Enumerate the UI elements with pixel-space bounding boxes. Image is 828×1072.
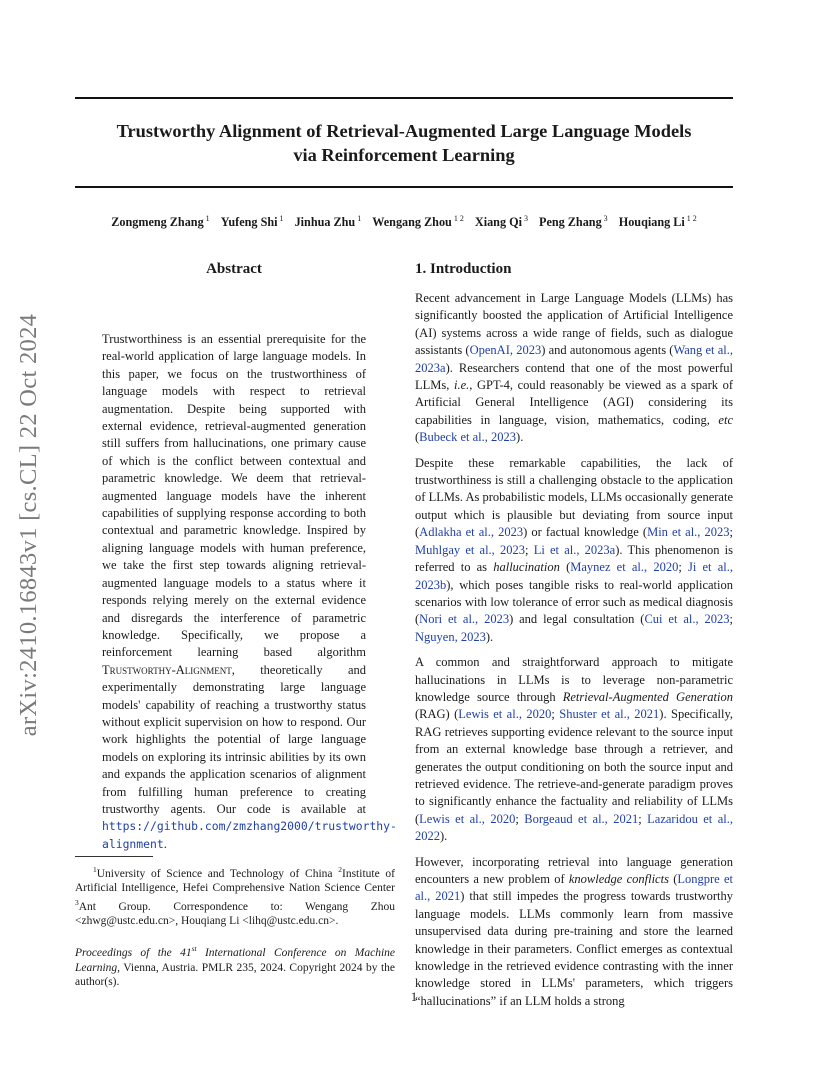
citation-link[interactable]: Li et al., 2023a	[533, 542, 616, 557]
text-run: ;	[638, 811, 648, 826]
text-run: , Vienna, Austria. PMLR 235, 2024. Copyright 2024 by the author(s).	[75, 961, 395, 988]
text-run: ). Specifically, RAG retrieves supporting evidence relevant to the source input from an external knowledge base through a retriever, and generates the output conditioning on both the source input and retrieved evidence. The retrieve-and-generate paradigm proves to significantly enhance the factuality and reliability of LLMs (	[415, 707, 734, 826]
abstract-text: .	[163, 836, 167, 851]
right-column	[415, 258, 733, 1018]
citation-link[interactable]: Bubeck et al., 2023	[419, 430, 517, 445]
text-run: ;	[729, 612, 733, 627]
author-name: Zongmeng Zhang	[111, 215, 204, 230]
text-run: ).	[485, 629, 494, 644]
text-run: ) or factual knowledge (	[523, 525, 648, 540]
author-name: Wengang Zhou	[372, 215, 452, 230]
proceedings-footnote	[75, 942, 395, 989]
citation-link[interactable]: Nori et al., 2023	[419, 612, 510, 627]
text-run: GPT-4, could reasonably be viewed as a spark of Artificial General Intelligence (AGI) considering its capabilities in language, vision, mathematics, coding,	[415, 378, 734, 427]
text-run: ) that still impedes the progress towards trustworthy language models. LLMs commonly learn from massive unsupervised data during pre-training and store the learned knowledge in their parameters. Conflict emerges as contextual knowledge in the retrieved evidence contrasting with the inner knowledge stored in LLMs' parameters, which triggers “hallucinations” if an LLM holds a strong	[415, 889, 733, 1008]
text-run: ;	[551, 707, 560, 722]
text-run: ;	[678, 560, 688, 575]
arxiv-identifier-text: arXiv:2410.16843v1 [cs.CL] 22 Oct 2024	[15, 313, 42, 737]
text-run: ).	[440, 829, 448, 844]
text-run: (	[415, 430, 420, 445]
author	[619, 215, 697, 229]
citation-link[interactable]: Adlakha et al., 2023	[419, 525, 524, 540]
text-run: Institute of Artificial Intelligence, Hefei Comprehensive Nation Science Center	[75, 867, 395, 895]
author	[372, 215, 464, 229]
footnotes	[75, 856, 395, 989]
author	[111, 215, 209, 229]
author	[475, 215, 528, 229]
title-rule-bottom	[75, 186, 733, 188]
title-line-1: Trustworthy Alignment of Retrieval-Augmented Large Language Models	[116, 121, 692, 141]
text-run: Recent advancement in Large Language Models (LLMs) has significantly boosted the application of Artificial Intelligence (AI) systems across a wide range of fields, such as dialogue assistants (	[415, 291, 733, 358]
text-run: International Conference on Machine Learning	[75, 947, 395, 974]
citation-link[interactable]: Lazaridou et al., 2022	[415, 811, 733, 844]
page-number: 1	[410, 990, 418, 1004]
text-run: 41	[180, 947, 192, 960]
citation-link[interactable]: Nguyen, 2023	[415, 629, 486, 644]
abstract-text: , theoretically and experimentally demonstrating large language models' capability of reaching a trustworthy status without explicit supervision on how to respond. Our work highlights the potential of large language models on exploring its intrinsic abilities by its own and expands the application scenarios of alignment from fulfilling human preference to creating trustworthy agents. Our code is available at	[102, 662, 366, 816]
author-name: Houqiang Li	[618, 215, 685, 230]
author	[221, 215, 284, 229]
author-affiliation: 1	[357, 214, 362, 223]
author-affiliation: 3	[523, 214, 528, 223]
introduction-body	[415, 290, 733, 1010]
abstract-heading: Abstract	[206, 261, 262, 277]
text-run: (	[668, 872, 678, 886]
author-name: Peng Zhang	[539, 215, 602, 230]
text-run: ;	[515, 811, 525, 826]
abstract-text: Trustworthiness is an essential prerequisite for the real-world application of large language models. In this paper, we focus on the trustworthiness of language models with respect to retrieval augmentation. Despite being supported with external evidence, retrieval-augmented generation still suffers from hallucinations, one primary cause of which is the conflict between contextual and parametric knowledge. We deem that retrieval-augmented language models have the inherent capabilities of supplying response according to both contextual and parametric knowledge. Inspired by aligning language models with human preference, we take the first step towards aligning retrieval-augmented language models to a status where it responds relying merely on the external evidence and disregards the interference of parametric knowledge. Specifically, we propose a reinforcement learning based algorithm	[102, 332, 366, 660]
citation-link[interactable]: Ji et al., 2023b	[415, 560, 733, 592]
citation-link[interactable]: OpenAI, 2023	[469, 343, 542, 358]
text-run: Proceedings of the	[75, 947, 181, 960]
text-run: hallucination	[493, 560, 560, 575]
citation-link[interactable]: Lewis et al., 2020	[458, 707, 552, 722]
text-run: Retrieval-Augmented Generation	[562, 689, 733, 704]
text-run: ). Researchers contend that one of the most powerful LLMs,	[415, 360, 733, 393]
text-run: ) and autonomous agents (	[541, 343, 674, 358]
author	[295, 215, 362, 229]
footnote-rule	[75, 856, 153, 857]
text-run: ). This phenomenon is referred to as	[415, 542, 733, 575]
author-affiliation: 1	[205, 214, 210, 223]
text-run: Ant Group. Correspondence to: Wengang Zhou <zhwg@ustc.edu.cn>, Houqiang Li <lihq@ustc.edu.cn>.	[75, 900, 395, 927]
text-run: ;	[525, 542, 534, 557]
title-line-2: via Reinforcement Learning	[293, 145, 515, 165]
title-rule-top	[75, 97, 733, 99]
author-affiliation: 1	[279, 214, 284, 223]
text-run: A common and straightforward approach to mitigate hallucinations in LLMs is to leverage non-parametric knowledge source through	[415, 655, 733, 704]
citation-link[interactable]: Wang et al., 2023a	[415, 343, 734, 375]
text-run: However, incorporating retrieval into language generation encounters a new problem of	[415, 854, 733, 886]
text-run: ) and legal consultation (	[509, 612, 645, 627]
superscript-marker: 1	[93, 865, 97, 874]
text-run: (	[559, 560, 571, 575]
citation-link[interactable]: Maynez et al., 2020	[570, 560, 679, 575]
author-name: Yufeng Shi	[220, 215, 278, 230]
text-run: (RAG) (	[415, 707, 459, 722]
text-run: ;	[729, 525, 733, 540]
superscript-marker: 3	[75, 897, 79, 907]
superscript-marker: st	[191, 944, 197, 954]
citation-link[interactable]: Muhlgay et al., 2023	[415, 542, 526, 557]
code-repository-link[interactable]: https://github.com/zmzhang2000/trustworthy-alignment	[102, 819, 397, 851]
paper-title	[75, 119, 733, 167]
citation-link[interactable]: Min et al., 2023	[647, 525, 730, 540]
author-affiliation: 3	[603, 214, 608, 223]
affiliation-footnote	[75, 863, 395, 928]
author-name: Xiang Qi	[474, 215, 522, 230]
arxiv-identifier-stamp	[10, 290, 48, 760]
text-run: knowledge conflicts	[568, 872, 669, 886]
text-run: Despite these remarkable capabilities, the lack of trustworthiness is still a challenging obstacle to the application of LLMs. As probabilistic models, LLMs occasionally generate output which is plausible but deviating from source input (	[415, 455, 733, 540]
text-run: ), which poses tangible risks to real-world application scenarios with low tolerance of error such as medical diagnosis (	[415, 577, 733, 627]
author-affiliation: 1 2	[453, 214, 464, 223]
intro-paragraph-1	[415, 290, 733, 447]
author-name: Jinhua Zhu	[294, 215, 356, 230]
intro-paragraph-3	[415, 654, 733, 845]
abstract-body	[102, 331, 397, 853]
text-run: University of Science and Technology of China	[96, 867, 339, 880]
citation-link[interactable]: Longpre et al., 2021	[415, 872, 733, 904]
author	[539, 215, 608, 229]
superscript-marker: 2	[338, 865, 342, 874]
citation-link[interactable]: Lewis et al., 2020	[419, 811, 516, 826]
introduction-heading: 1. Introduction	[415, 261, 512, 277]
left-column	[102, 258, 397, 853]
intro-paragraph-4	[415, 854, 733, 1011]
intro-paragraph-2	[415, 455, 733, 646]
text-run: etc	[718, 412, 733, 427]
citation-link[interactable]: Cui et al., 2023	[644, 612, 730, 627]
method-name: Trustworthy-Alignment	[102, 662, 232, 677]
author-list	[60, 214, 748, 230]
citation-link[interactable]: Shuster et al., 2021	[559, 707, 660, 722]
text-run: i.e.,	[453, 378, 473, 393]
author-affiliation: 1 2	[686, 214, 697, 223]
citation-link[interactable]: Borgeaud et al., 2021	[524, 811, 639, 826]
text-run: ).	[516, 430, 524, 445]
